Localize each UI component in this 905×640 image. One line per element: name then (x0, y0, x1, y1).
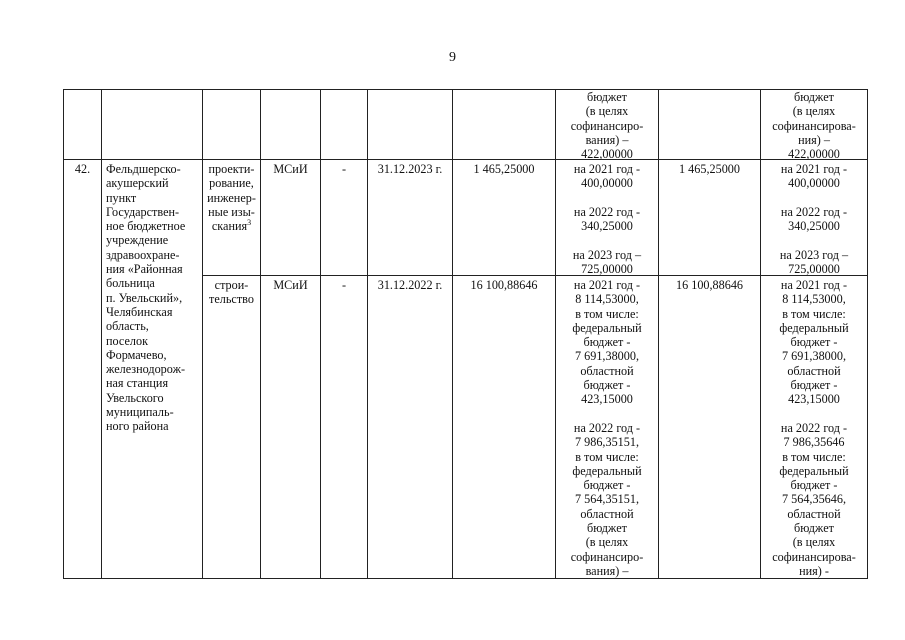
responsible-construction: МСиИ (273, 278, 308, 292)
deadline-design: 31.12.2023 г. (377, 162, 443, 176)
dash-design: - (341, 162, 347, 176)
work-type-design (203, 162, 260, 233)
responsible-design: МСиИ (273, 162, 308, 176)
total-design-2: 1 465,25000 (679, 162, 740, 176)
col-border-2 (101, 89, 102, 578)
amounts-construction: на 2021 год - 8 114,53000, в том числе: федеральный бюджет - 7 691,38000, областной бюджет - 423,15000 на 2022 год - 7 986,35151, в том числе: федеральный бюджет - 7 564,35151, областной бюджет (в целях софинансиро- вания) – (570, 278, 644, 578)
cont-amounts-cell-2: бюджет (в целях софинансирова- ния) – 422,00000 (772, 90, 856, 162)
work-type-design-text: проекти- рование, инженер- ные изы- скания (207, 162, 256, 234)
dash-construction: - (341, 278, 347, 292)
col-border-11 (867, 89, 868, 578)
footnote-marker: 3 (247, 218, 252, 228)
total-construction: 16 100,88646 (470, 278, 538, 292)
total-design: 1 465,25000 (473, 162, 535, 176)
amounts-construction-2: на 2021 год - 8 114,53000, в том числе: федеральный бюджет - 7 691,38000, областной бюджет - 423,15000 на 2022 год - 7 986,35646 в том числе: федеральный бюджет - 7 564,35646, областной бюджет (в целях софинансирова- ния) - (772, 278, 856, 578)
amounts-design-2: на 2021 год - 400,00000 на 2022 год - 340,25000 на 2023 год – 725,00000 (779, 162, 849, 277)
table-bottom-border (63, 578, 868, 579)
page-number: 9 (449, 50, 456, 65)
total-construction-2: 16 100,88646 (675, 278, 744, 292)
row-divider (63, 159, 868, 160)
amounts-design: на 2021 год - 400,00000 на 2022 год - 340,25000 на 2023 год – 725,00000 (572, 162, 642, 277)
work-type-construction: строи- тельство (209, 278, 254, 307)
table-top-border (63, 89, 868, 90)
deadline-construction: 31.12.2022 г. (377, 278, 443, 292)
cont-amounts-cell: бюджет (в целях софинансиро- вания) – 422,00000 (570, 90, 644, 162)
row-number: 42. (74, 162, 91, 176)
object-name: Фельдшерско- акушерский пункт Государствен- ное бюджетное учреждение здравоохране- ния «Районная больница п. Увельский», Челябинская область, поселок Формачево, железнодорож- ная станция Увельского муниципаль- ного района (106, 162, 186, 434)
